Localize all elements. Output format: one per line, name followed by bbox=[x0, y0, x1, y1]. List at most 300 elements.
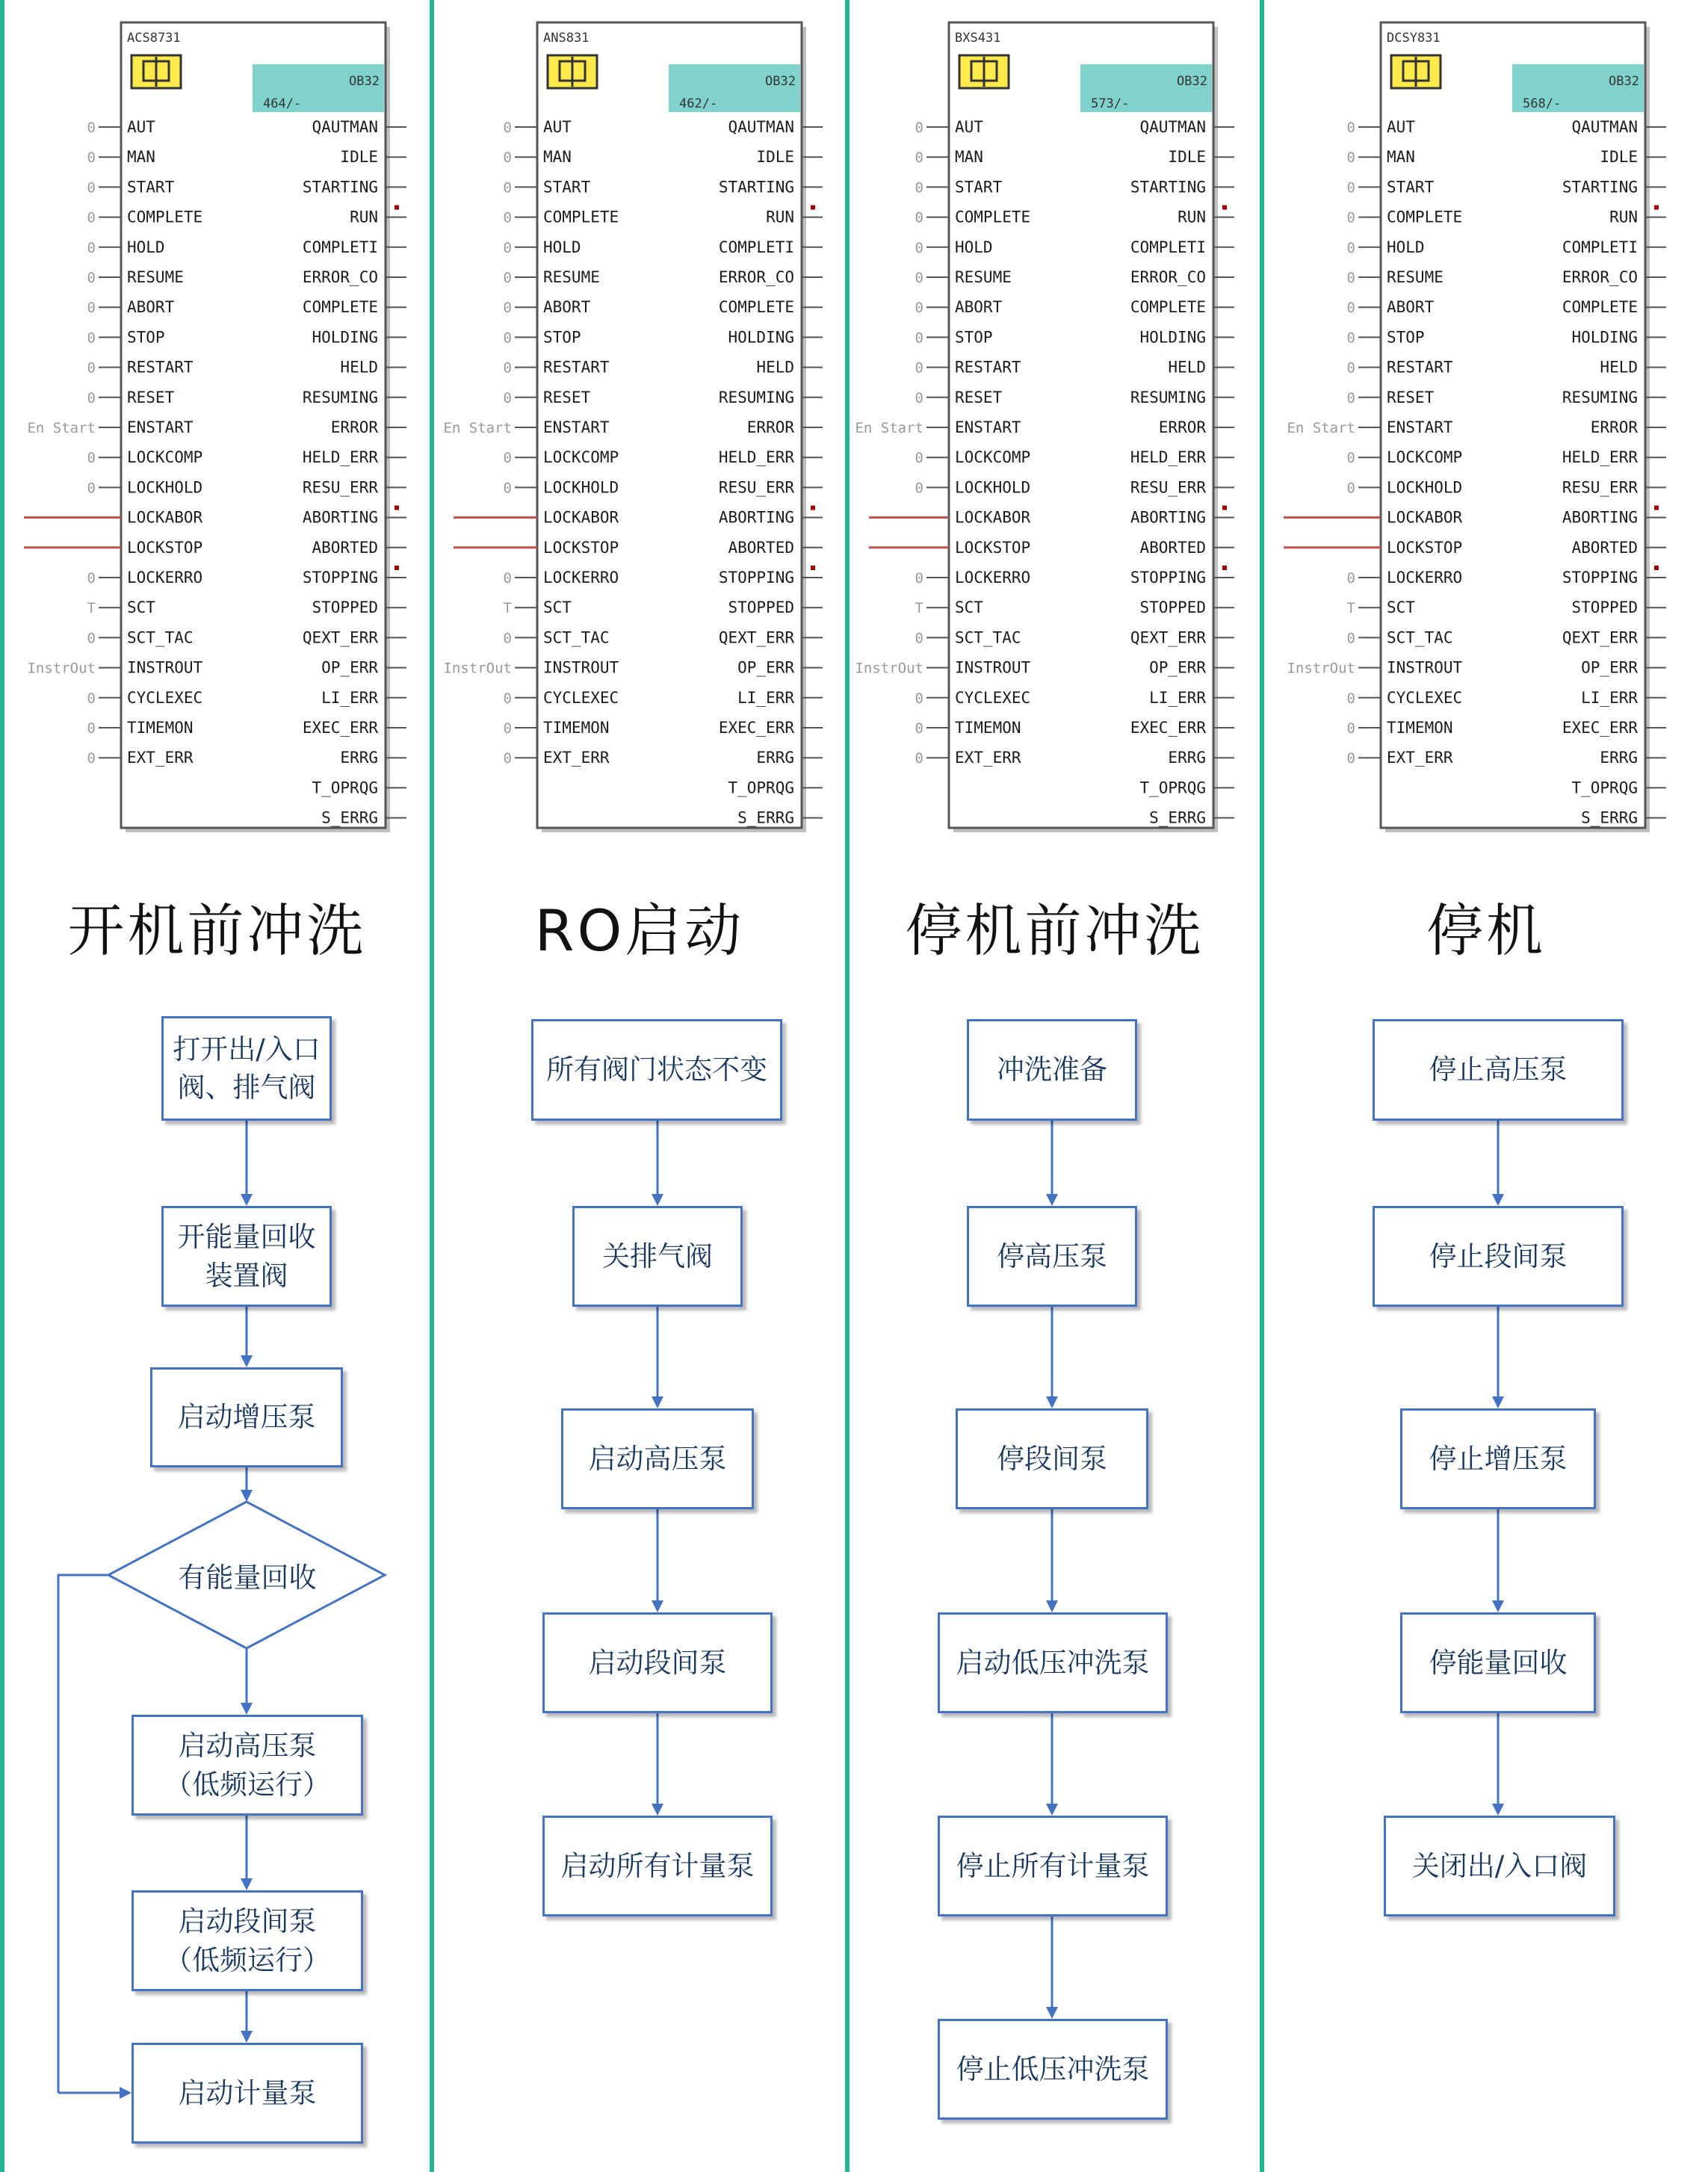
output-label: OP_ERR bbox=[321, 658, 378, 677]
output-label: RUN bbox=[1178, 208, 1206, 226]
output-label: ABORTING bbox=[302, 508, 378, 527]
output-label: EXEC_ERR bbox=[718, 719, 794, 737]
input-value: 0 bbox=[1346, 720, 1355, 737]
block-type: OB32 bbox=[1177, 74, 1207, 89]
output-label: RESU_ERR bbox=[1130, 478, 1206, 497]
output-label: ERRG bbox=[340, 749, 378, 767]
input-label: INSTROUT bbox=[543, 658, 619, 677]
input-label: EXT_ERR bbox=[127, 749, 194, 767]
flow-step: 启动段间泵 （低频运行） bbox=[131, 1890, 363, 1991]
flow-step: 启动低压冲洗泵 bbox=[938, 1612, 1168, 1713]
input-value: 0 bbox=[1346, 359, 1355, 377]
block-number: 462/- bbox=[679, 96, 718, 111]
input-label: AUT bbox=[127, 118, 155, 136]
flow-arrowhead bbox=[652, 1600, 663, 1612]
flow-step: 停止低压冲洗泵 bbox=[938, 2019, 1168, 2120]
input-value: 0 bbox=[503, 630, 512, 647]
input-value: 0 bbox=[915, 120, 923, 136]
input-label: ABORT bbox=[127, 298, 175, 317]
output-label: S_ERRG bbox=[1149, 808, 1206, 827]
input-label: RESTART bbox=[127, 358, 194, 377]
flow-step: 停止高压泵 bbox=[1373, 1019, 1624, 1121]
output-label: RUN bbox=[350, 208, 378, 226]
input-label: LOCKERRO bbox=[1387, 569, 1463, 587]
input-value: 0 bbox=[1346, 209, 1355, 226]
input-label: LOCKHOLD bbox=[955, 478, 1031, 497]
input-label: LOCKCOMP bbox=[543, 448, 619, 467]
output-label: QAUTMAN bbox=[728, 118, 794, 136]
input-value: 0 bbox=[87, 239, 96, 256]
output-label: ERROR_CO bbox=[1562, 268, 1638, 286]
input-label: RESUME bbox=[955, 268, 1012, 286]
input-label: RESTART bbox=[1387, 358, 1453, 377]
input-value: 0 bbox=[503, 149, 512, 167]
output-label: ABORTED bbox=[1571, 538, 1638, 557]
input-value: 0 bbox=[1346, 450, 1355, 467]
output-label: HELD_ERR bbox=[302, 448, 378, 467]
input-value: 0 bbox=[1346, 329, 1355, 347]
output-label: HELD_ERR bbox=[1562, 448, 1638, 467]
input-value: 0 bbox=[1346, 750, 1355, 767]
input-value: 0 bbox=[915, 359, 923, 377]
flow-step: 启动高压泵 （低频运行） bbox=[131, 1715, 363, 1816]
output-label: ABORTING bbox=[1562, 508, 1638, 527]
input-value: 0 bbox=[87, 270, 96, 286]
flow-arrowhead bbox=[120, 2087, 131, 2099]
output-label: HOLDING bbox=[728, 328, 794, 347]
input-label: TIMEMON bbox=[127, 719, 194, 737]
input-value: 0 bbox=[915, 149, 923, 167]
output-label: EXEC_ERR bbox=[1562, 719, 1638, 737]
section-title: 开机前冲洗 bbox=[67, 897, 367, 964]
section-title: RO启动 bbox=[534, 897, 745, 964]
flow-arrowhead bbox=[241, 2031, 253, 2043]
input-label: CYCLEXEC bbox=[543, 688, 619, 707]
input-value: 0 bbox=[915, 630, 923, 647]
output-label: STOPPED bbox=[1139, 598, 1206, 617]
output-label: QEXT_ERR bbox=[718, 628, 794, 647]
input-label: HOLD bbox=[1387, 238, 1425, 256]
input-value: 0 bbox=[87, 750, 96, 767]
input-label: MAN bbox=[543, 148, 572, 167]
input-value: 0 bbox=[87, 690, 96, 707]
section-title: 停机前冲洗 bbox=[905, 897, 1204, 964]
input-value: 0 bbox=[915, 329, 923, 347]
input-label: SCT_TAC bbox=[955, 628, 1021, 647]
block-type: OB32 bbox=[765, 74, 796, 89]
output-label: HOLDING bbox=[1139, 328, 1206, 347]
output-label: COMPLETI bbox=[302, 238, 378, 256]
input-label: RESET bbox=[1387, 388, 1435, 406]
input-label: COMPLETE bbox=[543, 208, 619, 226]
flow-arrowhead bbox=[1046, 1396, 1058, 1408]
input-value: 0 bbox=[503, 690, 512, 707]
output-label: ERROR bbox=[1590, 418, 1638, 436]
input-value: En Start bbox=[443, 420, 512, 436]
flow-arrowhead bbox=[241, 1703, 253, 1715]
input-label: LOCKSTOP bbox=[543, 538, 619, 557]
input-label: ABORT bbox=[955, 298, 1003, 317]
input-label: RESET bbox=[955, 388, 1003, 406]
input-label: START bbox=[955, 178, 1003, 197]
input-value: 0 bbox=[1346, 239, 1355, 256]
input-label: AUT bbox=[1387, 118, 1415, 136]
input-value: 0 bbox=[915, 570, 923, 587]
input-label: LOCKERRO bbox=[127, 569, 203, 587]
input-value: 0 bbox=[87, 450, 96, 467]
input-value: 0 bbox=[87, 209, 96, 226]
output-label: T_OPRQG bbox=[312, 779, 378, 797]
flow-arrowhead bbox=[1046, 2007, 1058, 2019]
output-label: QEXT_ERR bbox=[1562, 628, 1638, 647]
input-label: AUT bbox=[955, 118, 983, 136]
output-label: EXEC_ERR bbox=[1130, 719, 1206, 737]
input-value: 0 bbox=[915, 690, 923, 707]
output-label: QAUTMAN bbox=[1139, 118, 1206, 136]
output-label: OP_ERR bbox=[1149, 658, 1206, 677]
input-value: 0 bbox=[1346, 149, 1355, 167]
input-label: LOCKCOMP bbox=[127, 448, 203, 467]
input-label: EXT_ERR bbox=[1387, 749, 1453, 767]
input-label: SCT bbox=[543, 598, 572, 617]
input-value: 0 bbox=[503, 120, 512, 136]
input-label: MAN bbox=[1387, 148, 1415, 167]
output-label: COMPLETE bbox=[718, 298, 794, 317]
output-label: ERROR_CO bbox=[718, 268, 794, 286]
flow-arrowhead bbox=[1046, 1804, 1058, 1816]
flow-step: 开能量回收 装置阀 bbox=[161, 1206, 332, 1307]
block-name: DCSY831 bbox=[1387, 31, 1441, 46]
input-label: EXT_ERR bbox=[543, 749, 610, 767]
input-value: 0 bbox=[915, 300, 923, 317]
input-label: LOCKHOLD bbox=[1387, 478, 1463, 497]
input-label: LOCKSTOP bbox=[1387, 538, 1463, 557]
output-label: STOPPED bbox=[312, 598, 378, 617]
flow-arrowhead bbox=[1492, 1600, 1504, 1612]
input-label: CYCLEXEC bbox=[1387, 688, 1463, 707]
input-value: 0 bbox=[503, 209, 512, 226]
input-label: ABORT bbox=[1387, 298, 1435, 317]
flow-step: 停止增压泵 bbox=[1400, 1408, 1596, 1509]
flow-step: 启动增压泵 bbox=[150, 1367, 343, 1467]
output-label: S_ERRG bbox=[321, 808, 378, 827]
flow-step: 停能量回收 bbox=[1400, 1612, 1596, 1713]
input-label: LOCKHOLD bbox=[543, 478, 619, 497]
input-value: InstrOut bbox=[1287, 660, 1355, 677]
output-label: T_OPRQG bbox=[728, 779, 794, 797]
output-label: STOPPED bbox=[1571, 598, 1638, 617]
output-label: HELD bbox=[756, 358, 794, 377]
output-label: COMPLETE bbox=[302, 298, 378, 317]
input-label: ABORT bbox=[543, 298, 591, 317]
input-label: ENSTART bbox=[955, 418, 1021, 436]
input-label: LOCKABOR bbox=[955, 508, 1031, 527]
input-value: T bbox=[87, 600, 96, 617]
input-label: LOCKHOLD bbox=[127, 478, 203, 497]
output-label: LI_ERR bbox=[321, 688, 378, 707]
input-label: HOLD bbox=[127, 238, 165, 256]
input-label: LOCKERRO bbox=[955, 569, 1031, 587]
flow-step: 启动高压泵 bbox=[561, 1408, 754, 1509]
output-label: STARTING bbox=[718, 178, 794, 197]
input-label: HOLD bbox=[543, 238, 581, 256]
input-value: 0 bbox=[915, 389, 923, 406]
input-label: TIMEMON bbox=[955, 719, 1021, 737]
output-label: STOPPING bbox=[1130, 569, 1206, 587]
input-value: En Start bbox=[27, 420, 96, 436]
input-value: 0 bbox=[87, 720, 96, 737]
input-label: COMPLETE bbox=[955, 208, 1031, 226]
column-shutdown-flush bbox=[850, 0, 1260, 2172]
input-label: STOP bbox=[1387, 328, 1425, 347]
output-label: QAUTMAN bbox=[312, 118, 378, 136]
input-value: T bbox=[503, 600, 512, 617]
input-label: AUT bbox=[543, 118, 572, 136]
flow-step: 冲洗准备 bbox=[967, 1019, 1137, 1121]
input-label: SCT bbox=[1387, 598, 1415, 617]
input-label: MAN bbox=[955, 148, 983, 167]
flow-arrowhead bbox=[241, 1355, 253, 1367]
input-label: COMPLETE bbox=[1387, 208, 1463, 226]
output-label: COMPLETI bbox=[1562, 238, 1638, 256]
input-value: 0 bbox=[1346, 630, 1355, 647]
block-type: OB32 bbox=[1609, 74, 1639, 89]
output-label: COMPLETE bbox=[1562, 298, 1638, 317]
input-value: 0 bbox=[87, 570, 96, 587]
input-label: RESUME bbox=[543, 268, 600, 286]
output-label: IDLE bbox=[1600, 148, 1638, 167]
input-value: 0 bbox=[503, 179, 512, 197]
flow-step: 所有阀门状态不变 bbox=[531, 1019, 782, 1121]
flow-arrow bbox=[58, 1575, 108, 2093]
output-label: HELD_ERR bbox=[718, 448, 794, 467]
block-number: 568/- bbox=[1523, 96, 1562, 111]
input-value: 0 bbox=[87, 120, 96, 136]
flow-arrowhead bbox=[652, 1804, 663, 1816]
output-label: RESU_ERR bbox=[1562, 478, 1638, 497]
input-value: 0 bbox=[503, 750, 512, 767]
input-value: 0 bbox=[503, 450, 512, 467]
flow-step: 启动段间泵 bbox=[542, 1612, 773, 1713]
input-label: INSTROUT bbox=[955, 658, 1031, 677]
section-title: 停机 bbox=[1426, 897, 1546, 964]
output-label: STOPPING bbox=[1562, 569, 1638, 587]
input-value: 0 bbox=[503, 329, 512, 347]
input-value: InstrOut bbox=[855, 660, 923, 677]
output-label: RESUMING bbox=[302, 388, 378, 406]
output-label: STARTING bbox=[1562, 178, 1638, 197]
input-label: TIMEMON bbox=[1387, 719, 1453, 737]
input-value: 0 bbox=[87, 300, 96, 317]
output-label: STOPPING bbox=[718, 569, 794, 587]
decision-label: 有能量回收 bbox=[178, 1562, 317, 1594]
output-label: S_ERRG bbox=[1581, 808, 1638, 827]
input-label: CYCLEXEC bbox=[955, 688, 1031, 707]
input-label: RESTART bbox=[543, 358, 610, 377]
block-name: BXS431 bbox=[955, 31, 1001, 46]
output-label: COMPLETI bbox=[718, 238, 794, 256]
input-label: ENSTART bbox=[127, 418, 194, 436]
input-value: 0 bbox=[87, 389, 96, 406]
input-label: COMPLETE bbox=[127, 208, 203, 226]
input-label: LOCKSTOP bbox=[127, 538, 203, 557]
input-value: 0 bbox=[503, 270, 512, 286]
input-value: 0 bbox=[915, 239, 923, 256]
input-label: MAN bbox=[127, 148, 155, 167]
output-label: ABORTED bbox=[312, 538, 378, 557]
input-value: 0 bbox=[87, 149, 96, 167]
flow-step: 停止所有计量泵 bbox=[938, 1816, 1168, 1916]
input-label: CYCLEXEC bbox=[127, 688, 203, 707]
output-label: ABORTED bbox=[728, 538, 794, 557]
output-label: HOLDING bbox=[1571, 328, 1638, 347]
output-label: LI_ERR bbox=[1149, 688, 1206, 707]
flow-arrowhead bbox=[241, 1490, 253, 1502]
output-label: COMPLETI bbox=[1130, 238, 1206, 256]
input-value: 0 bbox=[503, 300, 512, 317]
output-label: LI_ERR bbox=[1581, 688, 1638, 707]
input-value: 0 bbox=[915, 209, 923, 226]
flow-step: 启动所有计量泵 bbox=[542, 1816, 773, 1916]
block-name: ACS8731 bbox=[127, 31, 181, 46]
output-label: HELD bbox=[340, 358, 378, 377]
output-label: RESUMING bbox=[1562, 388, 1638, 406]
input-value: 0 bbox=[503, 239, 512, 256]
input-value: 0 bbox=[1346, 690, 1355, 707]
input-value: En Start bbox=[1287, 420, 1355, 436]
input-value: 0 bbox=[915, 450, 923, 467]
output-label: STARTING bbox=[1130, 178, 1206, 197]
output-label: ERROR_CO bbox=[1130, 268, 1206, 286]
output-label: S_ERRG bbox=[737, 808, 794, 827]
block-type: OB32 bbox=[349, 74, 380, 89]
flow-step: 关闭出/入口阀 bbox=[1384, 1816, 1615, 1916]
input-label: ENSTART bbox=[1387, 418, 1453, 436]
input-value: 0 bbox=[1346, 389, 1355, 406]
input-value: 0 bbox=[503, 570, 512, 587]
input-value: 0 bbox=[503, 389, 512, 406]
input-value: InstrOut bbox=[443, 660, 512, 677]
flow-arrowhead bbox=[1492, 1396, 1504, 1408]
output-label: RESU_ERR bbox=[302, 478, 378, 497]
input-label: HOLD bbox=[955, 238, 993, 256]
flow-arrowhead bbox=[241, 1194, 253, 1206]
flow-step: 打开出/入口 阀、排气阀 bbox=[161, 1016, 332, 1121]
block-name: ANS831 bbox=[543, 31, 590, 46]
output-label: ERRG bbox=[756, 749, 794, 767]
input-value: 0 bbox=[87, 480, 96, 497]
column-startup-flush bbox=[4, 0, 430, 2172]
input-value: 0 bbox=[1346, 120, 1355, 136]
input-value: 0 bbox=[915, 750, 923, 767]
input-value: 0 bbox=[503, 359, 512, 377]
output-label: ERROR bbox=[1158, 418, 1206, 436]
input-value: 0 bbox=[1346, 570, 1355, 587]
input-value: T bbox=[915, 600, 923, 617]
output-label: RUN bbox=[1609, 208, 1638, 226]
input-label: RESTART bbox=[955, 358, 1021, 377]
output-label: T_OPRQG bbox=[1571, 779, 1638, 797]
output-label: EXEC_ERR bbox=[302, 719, 378, 737]
flow-step: 启动计量泵 bbox=[131, 2043, 363, 2144]
input-label: SCT_TAC bbox=[127, 628, 194, 647]
input-label: STOP bbox=[127, 328, 165, 347]
input-label: ENSTART bbox=[543, 418, 610, 436]
column-ro-start bbox=[434, 0, 845, 2172]
input-label: LOCKCOMP bbox=[955, 448, 1031, 467]
output-label: RUN bbox=[766, 208, 794, 226]
input-value: 0 bbox=[1346, 480, 1355, 497]
output-label: HELD bbox=[1168, 358, 1206, 377]
output-label: QAUTMAN bbox=[1571, 118, 1638, 136]
input-label: STOP bbox=[955, 328, 993, 347]
input-label: STOP bbox=[543, 328, 581, 347]
input-label: LOCKABOR bbox=[1387, 508, 1463, 527]
input-label: LOCKABOR bbox=[543, 508, 619, 527]
input-label: INSTROUT bbox=[127, 658, 203, 677]
flow-step: 停止段间泵 bbox=[1373, 1206, 1624, 1307]
input-value: 0 bbox=[87, 630, 96, 647]
column-shutdown bbox=[1264, 0, 1708, 2172]
input-label: LOCKABOR bbox=[127, 508, 203, 527]
input-value: 0 bbox=[87, 359, 96, 377]
input-value: InstrOut bbox=[27, 660, 96, 677]
input-value: 0 bbox=[915, 480, 923, 497]
output-label: ERRG bbox=[1600, 749, 1638, 767]
output-label: COMPLETE bbox=[1130, 298, 1206, 317]
flow-step: 关排气阀 bbox=[572, 1206, 743, 1307]
output-label: IDLE bbox=[340, 148, 378, 167]
input-label: INSTROUT bbox=[1387, 658, 1463, 677]
input-label: LOCKSTOP bbox=[955, 538, 1031, 557]
input-value: 0 bbox=[915, 270, 923, 286]
output-label: QEXT_ERR bbox=[302, 628, 378, 647]
input-value: 0 bbox=[87, 179, 96, 197]
flow-arrowhead bbox=[241, 1878, 253, 1890]
output-label: HELD bbox=[1600, 358, 1638, 377]
output-label: OP_ERR bbox=[737, 658, 794, 677]
output-label: STOPPING bbox=[302, 569, 378, 587]
output-label: RESU_ERR bbox=[718, 478, 794, 497]
block-number: 464/- bbox=[263, 96, 302, 111]
output-label: RESUMING bbox=[1130, 388, 1206, 406]
input-value: 0 bbox=[503, 480, 512, 497]
input-value: 0 bbox=[915, 179, 923, 197]
output-label: ERRG bbox=[1168, 749, 1206, 767]
output-label: ERROR_CO bbox=[302, 268, 378, 286]
output-label: HOLDING bbox=[312, 328, 378, 347]
output-label: IDLE bbox=[756, 148, 794, 167]
input-value: 0 bbox=[1346, 179, 1355, 197]
input-label: SCT_TAC bbox=[543, 628, 610, 647]
input-value: 0 bbox=[1346, 270, 1355, 286]
output-label: IDLE bbox=[1168, 148, 1206, 167]
input-label: SCT bbox=[955, 598, 983, 617]
output-label: T_OPRQG bbox=[1139, 779, 1206, 797]
output-label: OP_ERR bbox=[1581, 658, 1638, 677]
input-label: START bbox=[127, 178, 175, 197]
output-label: RESUMING bbox=[718, 388, 794, 406]
input-value: 0 bbox=[503, 720, 512, 737]
output-label: STARTING bbox=[302, 178, 378, 197]
input-label: LOCKERRO bbox=[543, 569, 619, 587]
output-label: LI_ERR bbox=[737, 688, 794, 707]
block-number: 573/- bbox=[1091, 96, 1130, 111]
input-label: START bbox=[543, 178, 591, 197]
input-label: SCT bbox=[127, 598, 155, 617]
input-value: 0 bbox=[1346, 300, 1355, 317]
input-value: En Start bbox=[855, 420, 923, 436]
